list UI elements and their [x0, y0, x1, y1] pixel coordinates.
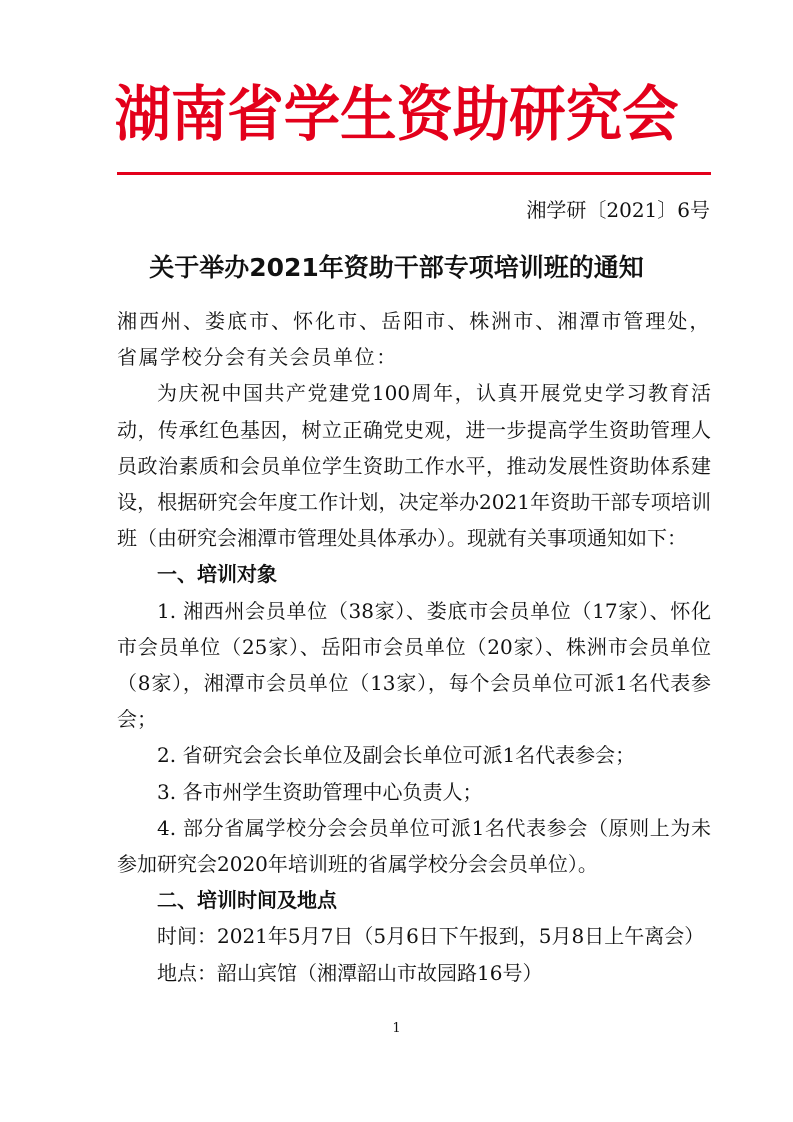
- document-body: [117, 303, 711, 991]
- salutation: 湘西州、娄底市、怀化市、岳阳市、株洲市、湘潭市管理处，省属学校分会有关会员单位：: [117, 309, 711, 370]
- notice-title: 关于举办2021年资助干部专项培训班的通知: [149, 253, 644, 282]
- section-heading-time-place: 二、培训时间及地点: [157, 888, 337, 913]
- trainee-item: 3. 各市州学生资助管理中心负责人；: [157, 779, 483, 804]
- masthead-title: 湖南省学生资助研究会: [114, 80, 679, 150]
- training-time: 时间：2021年5月7日（5月6日下午报到，5月8日上午离会）: [157, 924, 705, 949]
- document-number: 湘学研〔2021〕6号: [526, 198, 710, 222]
- page-number: 1: [392, 1021, 401, 1036]
- red-divider: [117, 172, 711, 175]
- intro-paragraph: 为庆祝中国共产党建党100周年，认真开展党史学习教育活动，传承红色基因，树立正确党史观，进一步提高学生资助管理人员政治素质和会员单位学生资助工作水平，推动发展性资助体系建设，根据研究会年度工作计划，决定举办2021年资助干部专项培训班（由研究会湘潭市管理处具体承办）。现就有关事项通知如下：: [117, 381, 711, 551]
- training-place: 地点：韶山宾馆（湘潭韶山市故园路16号）: [157, 960, 543, 985]
- trainee-item: 1. 湘西州会员单位（38家）、娄底市会员单位（17家）、怀化市会员单位（25家）、岳阳市会员单位（20家）、株洲市会员单位（8家），湘潭市会员单位（13家），每个会员单位可派1名代表参会；: [117, 598, 711, 732]
- trainee-item: 2. 省研究会会长单位及副会长单位可派1名代表参会；: [157, 743, 636, 768]
- trainee-item: 4. 部分省属学校分会会员单位可派1名代表参会（原则上为未参加研究会2020年培训班的省属学校分会会员单位）。: [117, 815, 711, 877]
- section-heading-trainees: 一、培训对象: [157, 562, 277, 587]
